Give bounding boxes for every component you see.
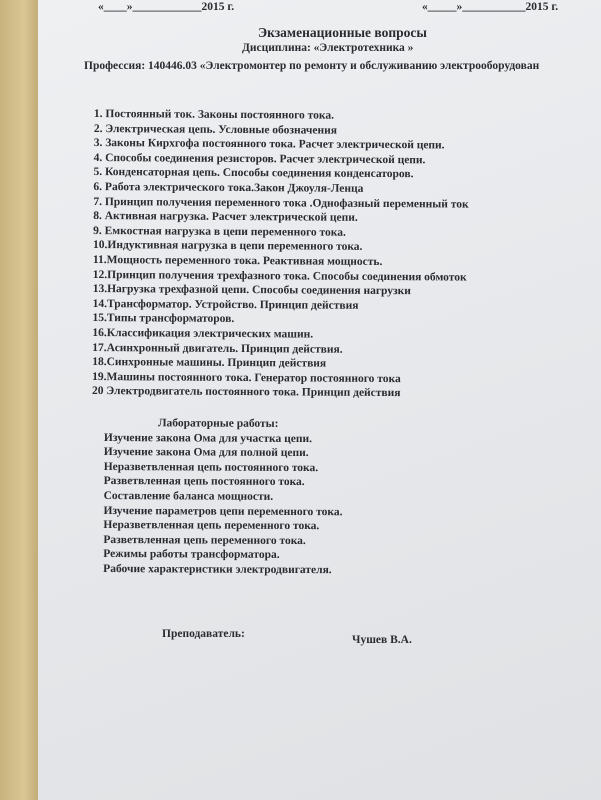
question-item: 12.Принцип получения трехфазного тока. Способы соединения обмоток <box>92 268 467 284</box>
profession: Профессия: 140446.03 «Электромонтер по ремонту и обслуживанию электрооборудован <box>84 60 540 72</box>
question-item: 3. Законы Кирхгофа постоянного тока. Расчет электрической цепи. <box>93 137 445 152</box>
question-item: 16.Классификация электрических машин. <box>92 326 314 341</box>
question-item: 20 Электродвигатель постоянного тока. Принцип действия <box>91 385 401 400</box>
question-item: 15.Типы трансформаторов. <box>92 312 235 326</box>
question-item: 8. Активная нагрузка. Расчет электрической цепи. <box>93 210 358 224</box>
question-item: 4. Способы соединения резисторов. Расчет электрической цепи. <box>93 151 426 167</box>
discipline: Дисциплина: «Электротехника » <box>242 42 414 54</box>
date-right: «_____»___________2015 г. <box>422 1 559 13</box>
exam-questions-list <box>92 107 469 401</box>
teacher-label: Преподаватель: <box>162 628 245 640</box>
lab-item: Рабочие характеристики электродвигателя. <box>103 562 332 577</box>
lab-item: Режимы работы трансформатора. <box>103 548 280 562</box>
question-item: 2. Электрическая цепь. Условные обозначения <box>93 122 338 137</box>
lab-item: Изучение параметров цепи переменного тока. <box>103 504 343 518</box>
question-item: 1. Постоянный ток. Законы постоянного тока. <box>93 107 335 122</box>
document-title: Экзаменационные вопросы <box>258 25 427 40</box>
lab-item: Разветвленная цепь переменного тока. <box>103 533 306 547</box>
question-item: 10.Индуктивная нагрузка в цепи переменного тока. <box>92 239 363 254</box>
question-item: 6. Работа электрического тока.Закон Джоуля-Ленца <box>93 180 364 195</box>
lab-item: Составление баланса мощности. <box>103 489 274 503</box>
question-item: 17.Асинхронный двигатель. Принцип действия. <box>92 341 343 356</box>
question-item: 18.Синхронные машины. Принцип действия <box>92 356 327 370</box>
question-item: 11.Мощность переменного тока. Реактивная мощность. <box>92 253 383 268</box>
lab-item: Изучение закона Ома для участка цепи. <box>103 431 313 445</box>
wooden-table-background <box>0 0 40 800</box>
lab-works-heading: Лабораторные работы: <box>157 417 279 430</box>
lab-works-list <box>103 416 343 578</box>
question-item: 9. Емкостная нагрузка в цепи переменного тока. <box>93 224 346 239</box>
lab-item: Неразветвленная цепь переменного тока. <box>103 519 320 533</box>
teacher-name: Чушев В.А. <box>352 634 412 646</box>
question-item: 19.Машины постоянного тока. Генератор постоянного тока <box>92 370 401 385</box>
lab-item: Неразветвленная цепь постоянного тока. <box>103 460 319 474</box>
question-item: 7. Принцип получения переменного тока .Однофазный переменный ток <box>93 195 469 211</box>
question-item: 13.Нагрузка трехфазной цепи. Способы соединения нагрузки <box>92 283 411 298</box>
question-item: 14.Трансформатор. Устройство. Принцип действия <box>92 297 359 312</box>
question-item: 5. Конденсаторная цепь. Способы соединения конденсаторов. <box>93 166 414 181</box>
lab-item: Изучение закона Ома для полной цепи. <box>103 446 309 460</box>
lab-item: Разветвленная цепь постоянного тока. <box>103 475 305 489</box>
date-left: «____»____________2015 г. <box>98 1 235 13</box>
